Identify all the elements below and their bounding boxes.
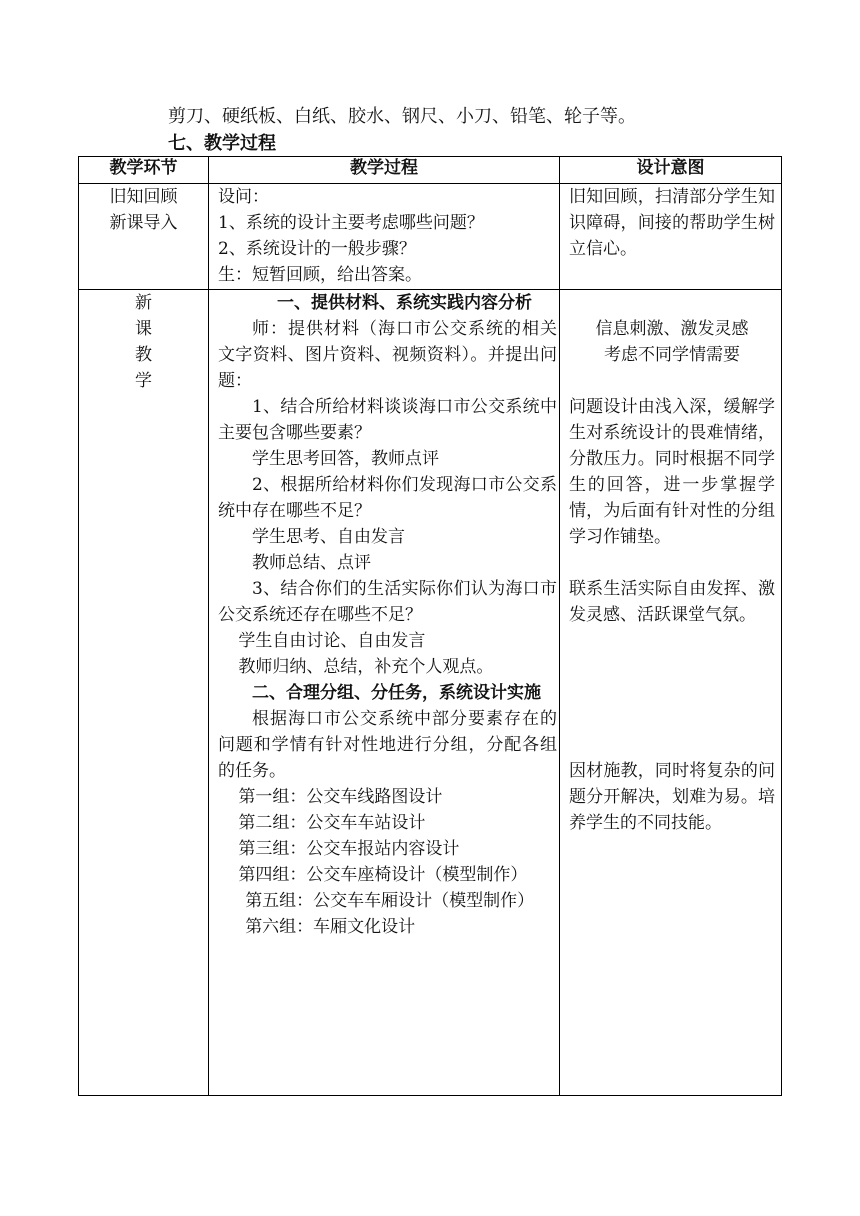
process-heading-1: 一、提供材料、系统实践内容分析 <box>277 293 532 313</box>
stage-cell-review <box>79 184 209 290</box>
process-answer: 教师归纳、总结，补充个人观点。 <box>238 657 494 677</box>
process-cell-review <box>209 184 560 290</box>
process-answer: 学生自由讨论、自由发言 <box>238 631 426 651</box>
process-cell-new-lesson <box>209 290 560 1096</box>
intent-paragraph: 问题设计由浅入深，缓解学生对系统设计的畏难情绪，分散压力。同时根据不同学生的回答，进一步掌握学情，为后面有针对性的分组学习作铺垫。 <box>569 397 775 547</box>
header-process: 教学过程 <box>209 157 560 184</box>
header-intent: 设计意图 <box>560 157 782 184</box>
teaching-process-table <box>78 156 782 1096</box>
intent-paragraph: 联系生活实际自由发挥、激发灵感、活跃课堂气氛。 <box>569 579 775 625</box>
stage-char: 新 <box>135 293 152 313</box>
group-item: 第一组：公交车线路图设计 <box>238 787 443 807</box>
table-row-review <box>79 184 782 290</box>
intent-text: 旧知回顾，扫清部分学生知识障碍，间接的帮助学生树立信心。 <box>569 187 775 259</box>
process-answer: 学生思考回答，教师点评 <box>252 449 439 469</box>
stage-cell-new-lesson <box>79 290 209 1096</box>
process-question: 1、结合所给材料谈谈海口市公交系统中主要包含哪些要素？ <box>218 397 557 443</box>
stage-char: 课 <box>135 319 152 339</box>
stage-char: 学 <box>135 371 152 391</box>
group-item: 第六组：车厢文化设计 <box>245 917 416 937</box>
process-answer: 学生思考、自由发言 <box>252 527 405 547</box>
process-line: 1、系统的设计主要考虑哪些问题？ <box>218 213 484 233</box>
intent-paragraph: 因材施教，同时将复杂的问题分开解决，划难为易。培养学生的不同技能。 <box>569 761 775 833</box>
group-item: 第五组：公交车车厢设计（模型制作） <box>245 891 535 911</box>
process-line: 设问： <box>218 187 269 207</box>
materials-line: 剪刀、硬纸板、白纸、胶水、钢尺、小刀、铅笔、轮子等。 <box>168 106 636 127</box>
stage-label: 旧知回顾 <box>109 187 178 207</box>
header-stage: 教学环节 <box>79 157 209 184</box>
group-item: 第四组：公交车座椅设计（模型制作） <box>238 865 528 885</box>
section-title: 七、教学过程 <box>168 133 276 154</box>
stage-label: 新课导入 <box>109 213 178 233</box>
process-line: 2、系统设计的一般步骤？ <box>218 239 416 259</box>
process-question: 3、结合你们的生活实际你们认为海口市公交系统还存在哪些不足？ <box>218 579 557 625</box>
intent-line: 信息刺激、激发灵感 <box>595 319 749 339</box>
intent-cell-new-lesson <box>560 290 782 1096</box>
process-heading-2: 二、合理分组、分任务，系统设计实施 <box>252 683 541 703</box>
table-header-row <box>79 157 782 184</box>
process-line: 生：短暂回顾，给出答案。 <box>218 265 422 285</box>
process-paragraph: 根据海口市公交系统中部分要素存在的问题和学情有针对性地进行分组，分配各组的任务。 <box>218 709 557 781</box>
stage-char: 教 <box>135 345 152 365</box>
process-paragraph: 师：提供材料（海口市公交系统的相关文字资料、图片资料、视频资料）。并提出问题： <box>218 319 557 391</box>
process-answer: 教师总结、点评 <box>252 553 371 573</box>
group-item: 第二组：公交车车站设计 <box>238 813 426 833</box>
group-item: 第三组：公交车报站内容设计 <box>238 839 460 859</box>
table-row-new-lesson <box>79 290 782 1096</box>
process-question: 2、根据所给材料你们发现海口市公交系统中存在哪些不足？ <box>218 475 557 521</box>
intent-cell-review <box>560 184 782 290</box>
intent-line: 考虑不同学情需要 <box>604 345 740 365</box>
